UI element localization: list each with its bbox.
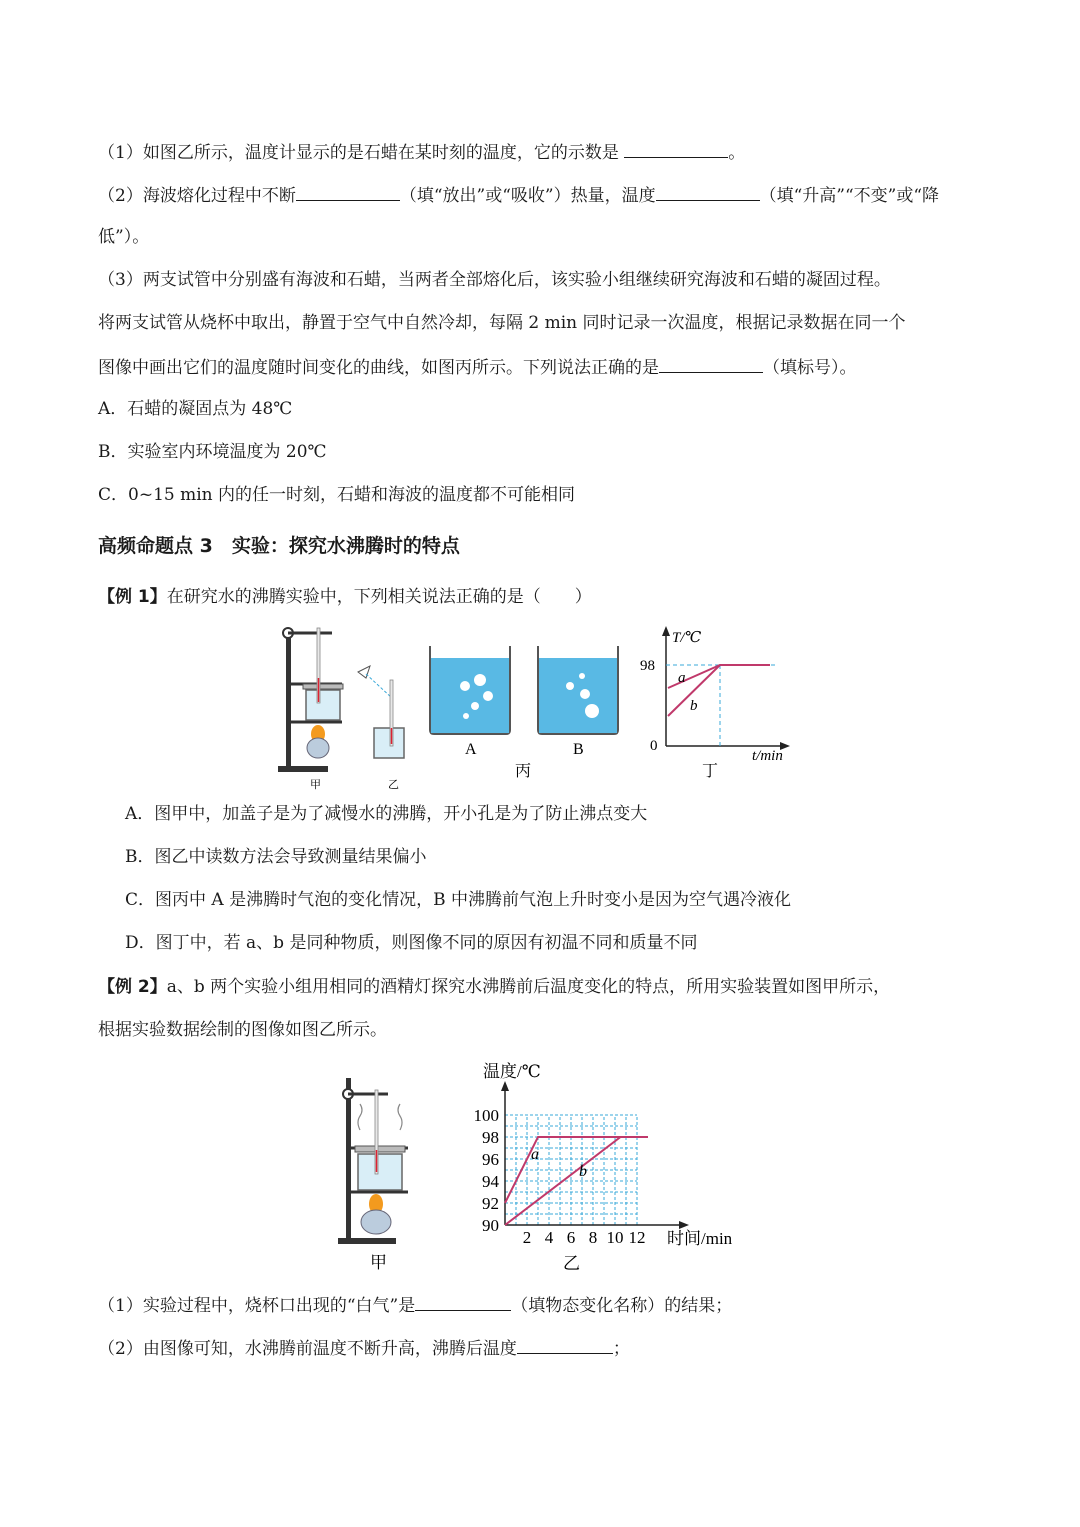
q3-part3-line3: 图像中画出它们的温度随时间变化的曲线，如图丙所示。下列说法正确的是 （填标号）。 xyxy=(98,354,857,380)
example1-figure xyxy=(270,618,810,793)
q3-part3-line2: 将两支试管从烧杯中取出，静置于空气中自然冷却，每隔 2 min 同时记录一次温度，根据记录数据在同一个 xyxy=(98,313,906,333)
y-tick-label: 92 xyxy=(482,1194,499,1213)
stand-apparatus-jia xyxy=(278,628,343,772)
series-b-label: b xyxy=(579,1163,587,1180)
series-a-label: a xyxy=(531,1146,539,1163)
example2-apparatus xyxy=(330,1070,430,1275)
answer-blank[interactable] xyxy=(296,182,400,201)
q3-part2: （2）海波熔化过程中不断 （填“放出”或“吸收”）热量，温度 （填“升高”“不变”或“降 xyxy=(98,182,939,208)
answer-blank[interactable] xyxy=(517,1335,613,1354)
beaker-a-label: A xyxy=(465,741,477,758)
y-tick-label: 96 xyxy=(482,1150,499,1169)
x-tick-label: 12 xyxy=(628,1228,646,1247)
example2-q1: （1）实验过程中，烧杯口出现的“白气”是 （填物态变化名称）的结果； xyxy=(98,1292,732,1318)
chart-x-title: 时间/min xyxy=(667,1229,733,1248)
example2-stem-line1: 【例 2】a、b 两个实验小组用相同的酒精灯探究水沸腾前后温度变化的特点，所用实验装置如图甲所示， xyxy=(98,977,891,997)
example2-chart xyxy=(465,1055,765,1275)
graph-ding-origin: 0 xyxy=(650,738,658,754)
example1-stem: 【例 1】在研究水的沸腾实验中，下列相关说法正确的是（ ） xyxy=(98,587,592,607)
fig-label-yi-2: 乙 xyxy=(563,1254,580,1273)
q3-part1: （1）如图乙所示，温度计显示的是石蜡在某时刻的温度，它的示数是 。 xyxy=(98,139,745,165)
y-tick-label: 100 xyxy=(473,1106,499,1125)
x-tick-label: 4 xyxy=(544,1228,554,1247)
thermometer-reading-yi xyxy=(358,666,404,758)
x-tick-label: 6 xyxy=(566,1228,576,1247)
y-tick-label: 90 xyxy=(482,1216,499,1235)
fig-label-yi: 乙 xyxy=(388,779,399,791)
example2-stem-line2: 根据实验数据绘制的图像如图乙所示。 xyxy=(98,1020,387,1040)
q3-option-b: B．实验室内环境温度为 20℃ xyxy=(98,442,327,462)
beaker-a xyxy=(430,646,510,734)
graph-ding-xlabel: t/min xyxy=(752,748,783,764)
graph-ding-98: 98 xyxy=(640,658,655,674)
graph-ding-curve-b: b xyxy=(690,698,698,714)
example1-option-c: C．图丙中 A 是沸腾时气泡的变化情况，B 中沸腾前气泡上升时变小是因为空气遇冷液化 xyxy=(125,890,791,910)
x-tick-label: 10 xyxy=(606,1228,624,1247)
example2-q2: （2）由图像可知，水沸腾前温度不断升高，沸腾后温度 ； xyxy=(98,1335,630,1361)
example1-option-b: B．图乙中读数方法会导致测量结果偏小 xyxy=(125,847,427,867)
q3-part3-line1: （3）两支试管中分别盛有海波和石蜡，当两者全部熔化后，该实验小组继续研究海波和石蜡的凝固过程。 xyxy=(98,270,891,290)
chart-grid xyxy=(505,1115,637,1225)
q3-part2-line2: 低”）。 xyxy=(98,227,150,247)
x-tick-label: 2 xyxy=(522,1228,532,1247)
beaker-b-label: B xyxy=(573,741,584,758)
fig-label-ding: 丁 xyxy=(702,763,719,780)
q3-option-c: C．0~15 min 内的任一时刻，石蜡和海波的温度都不可能相同 xyxy=(98,485,576,505)
fig-label-jia-2: 甲 xyxy=(370,1253,387,1272)
answer-blank[interactable] xyxy=(659,354,763,373)
y-tick-label: 98 xyxy=(482,1128,499,1147)
beaker-b xyxy=(538,646,618,734)
example1-option-d: D．图丁中，若 a、b 是同种物质，则图像不同的原因有初温不同和质量不同 xyxy=(125,933,698,953)
graph-ding-ylabel: T/℃ xyxy=(672,630,702,646)
answer-blank[interactable] xyxy=(656,182,760,201)
q3-option-a: A．石蜡的凝固点为 48℃ xyxy=(98,399,293,419)
fig-label-bing: 丙 xyxy=(515,763,532,780)
answer-blank[interactable] xyxy=(624,139,728,158)
fig-label-jia: 甲 xyxy=(310,779,321,791)
example2-label: 【例 2】 xyxy=(98,977,167,997)
section-title: 高频命题点 3 实验：探究水沸腾时的特点 xyxy=(98,535,460,557)
y-tick-label: 94 xyxy=(482,1172,499,1191)
example1-label: 【例 1】 xyxy=(98,587,167,607)
chart-y-title: 温度/℃ xyxy=(483,1062,541,1081)
x-axis-arrow xyxy=(679,1221,689,1229)
y-axis-arrow xyxy=(501,1081,509,1091)
graph-ding-curve-a: a xyxy=(678,670,686,686)
x-tick-label: 8 xyxy=(588,1228,598,1247)
answer-blank[interactable] xyxy=(415,1292,511,1311)
example1-option-a: A．图甲中，加盖子是为了减慢水的沸腾，开小孔是为了防止沸点变大 xyxy=(125,804,648,824)
